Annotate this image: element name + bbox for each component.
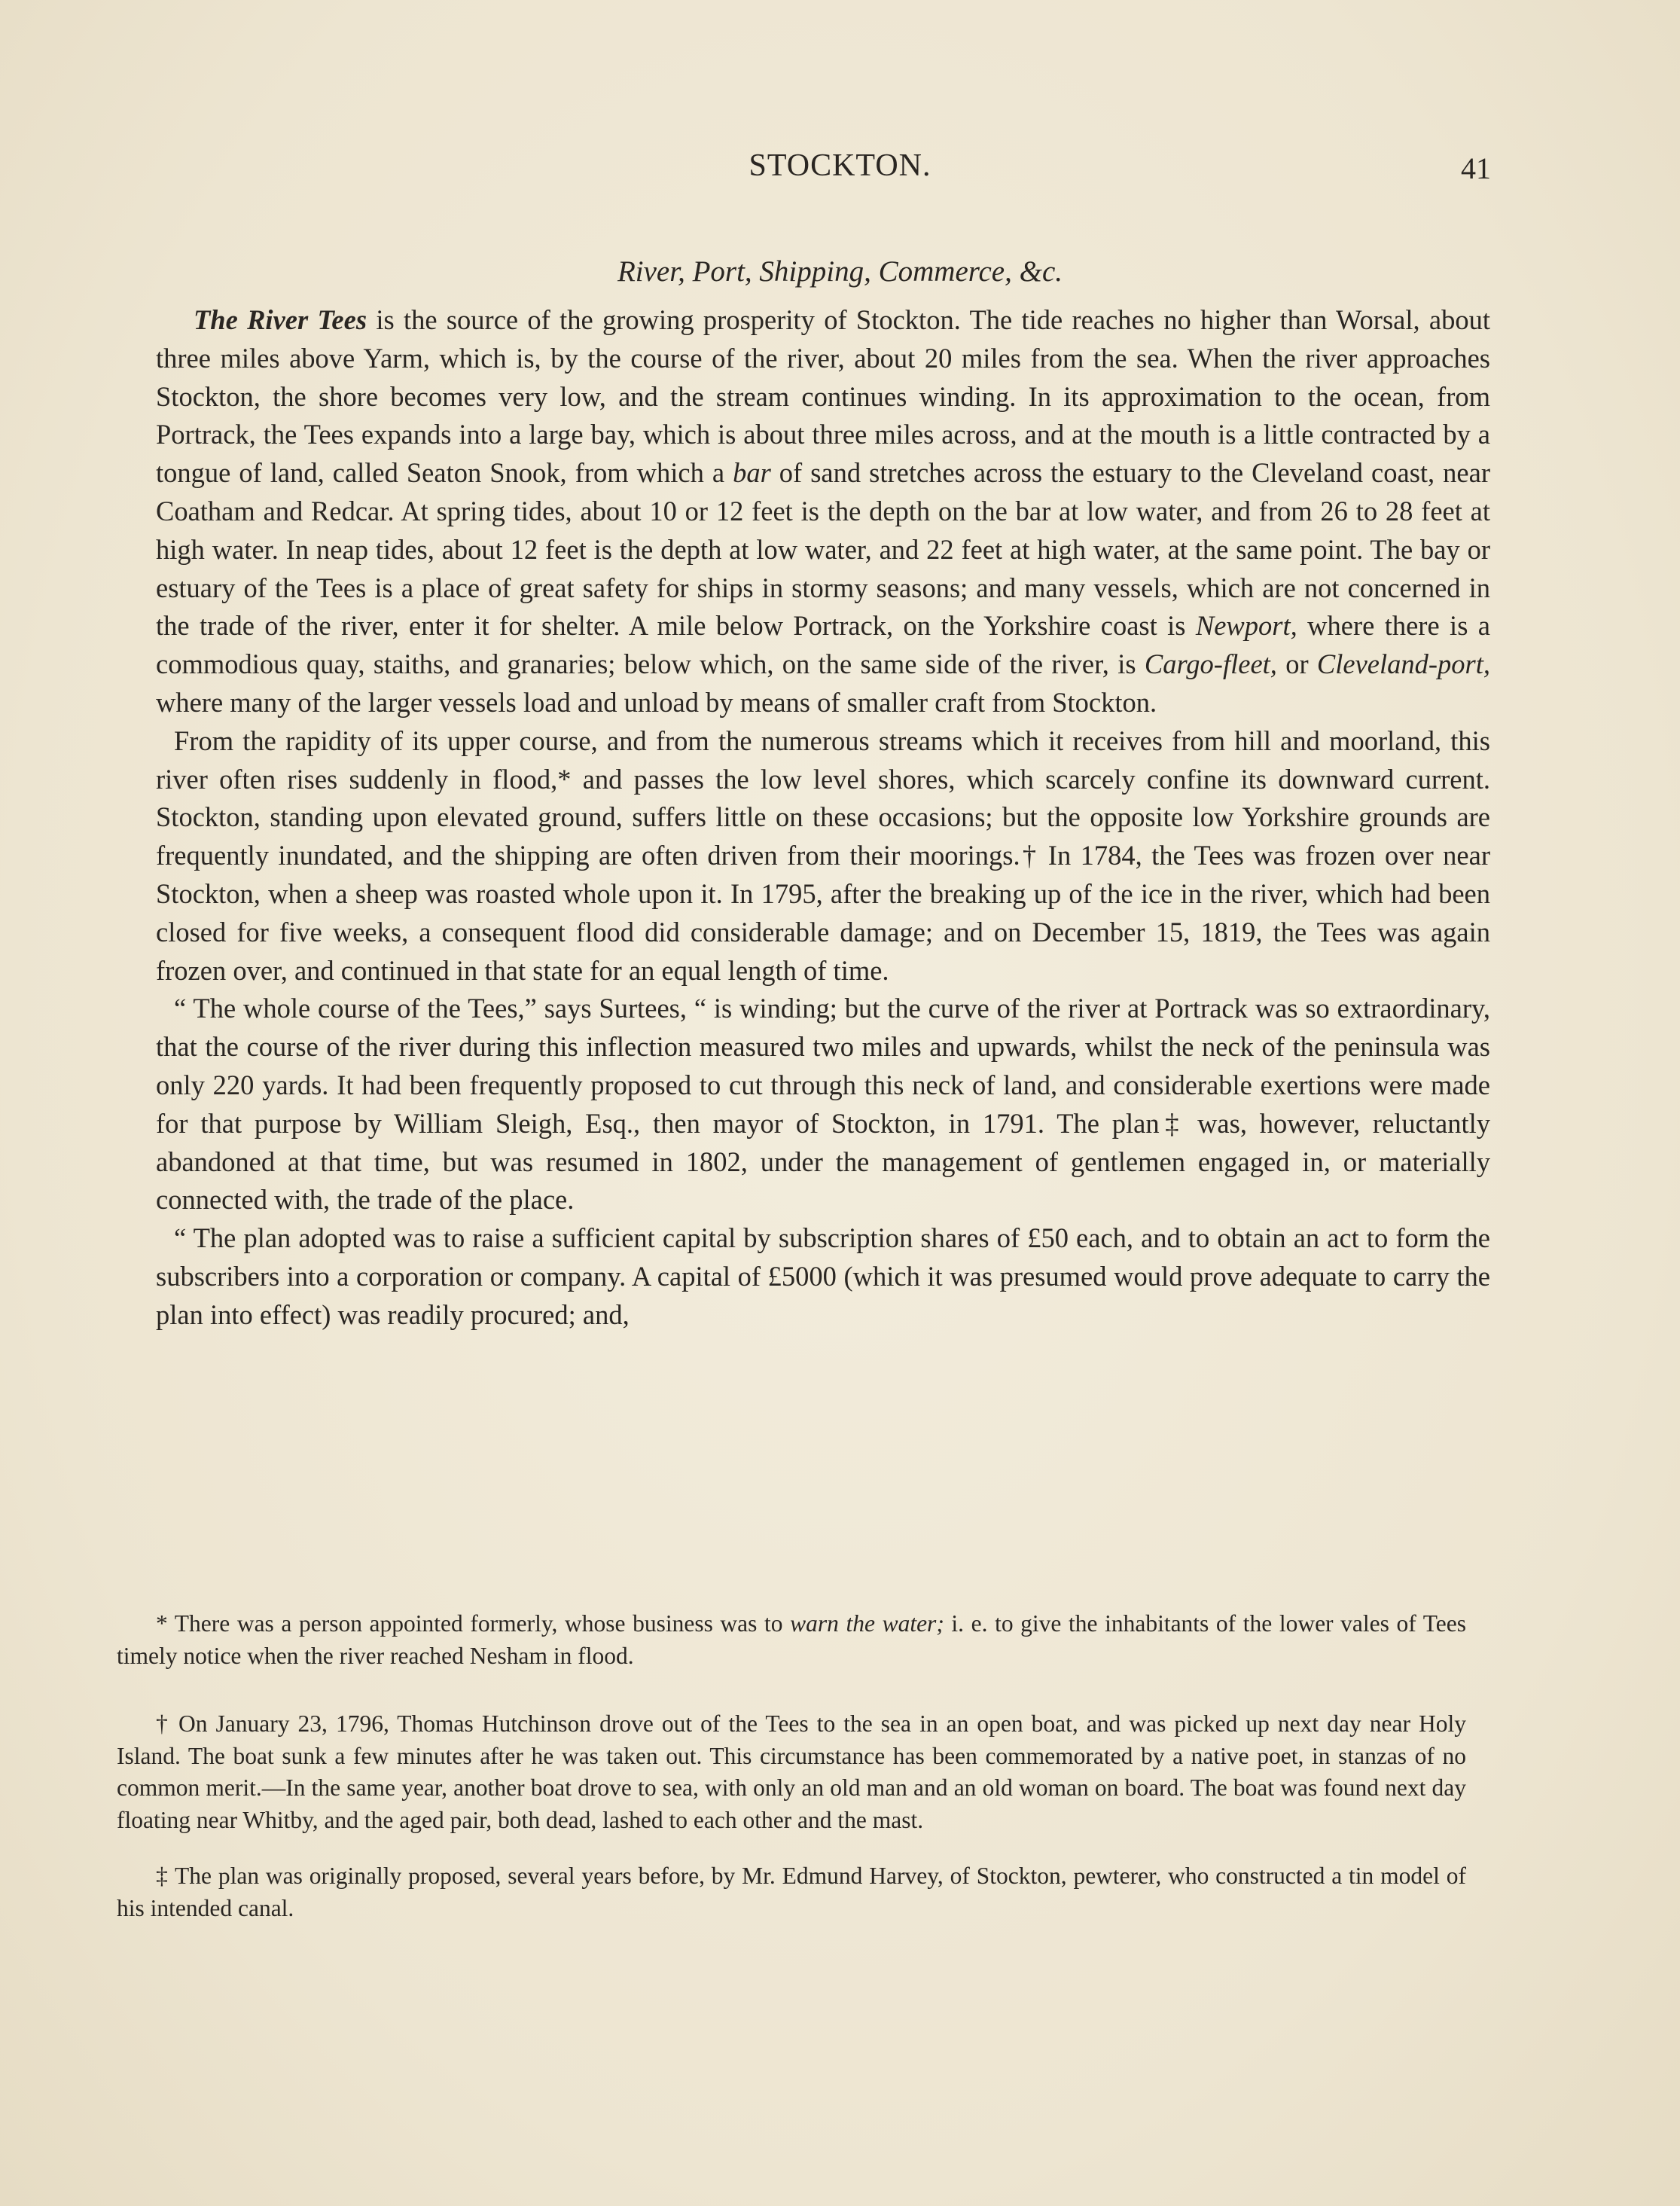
footnote-1-text-a: * There was a person appointed formerly, whose business was to [156, 1610, 791, 1637]
section-title: River, Port, Shipping, Commerce, &c. [617, 255, 1063, 288]
paragraph-2: From the rapidity of its upper course, and from the numerous streams which it receives from hill and moorland, this river often rises suddenly in flood,* and passes the low level shores, which scarcely confine its downward current. Stockton, standing upon elevated ground, suffers little on these occasions; but the opposite low Yorkshire grounds are frequently inundated, and the shipping are often driven from their moorings.† In 1784, the Tees was frozen over near Stockton, when a sheep was roasted whole upon it. In 1795, after the breaking up of the ice in the river, which had been closed for five weeks, a consequent flood did considerable damage; and on December 15, 1819, the Tees was again frozen over, and continued in that state for an equal length of time. [156, 725, 1490, 986]
bar-term: bar [733, 457, 771, 489]
running-head: STOCKTON. [749, 148, 931, 183]
paragraph-1 [156, 301, 1490, 722]
footnote-3: ‡ The plan was originally proposed, several years before, by Mr. Edmund Harvey, of Stockton, pewterer, who constructed a tin model of his intended canal. [117, 1863, 1466, 1921]
warn-the-water-term: warn the water; [790, 1610, 944, 1637]
paragraph-1-text-e: where many of the larger vessels load and unload by means of smaller craft from Stockton. [156, 686, 1157, 718]
page-number: 41 [1461, 151, 1491, 185]
paragraph-4: “ The plan adopted was to raise a sufficient capital by subscription shares of £50 each, and to obtain an act to form the subscribers into a corporation or company. A capital of £5000 (which it was presumed would prove adequate to carry the plan into effect) was readily procured; and, [156, 1222, 1490, 1330]
cargo-fleet-term: Cargo-fleet, [1144, 648, 1277, 680]
footnote-2: † On January 23, 1796, Thomas Hutchinson drove out of the Tees to the sea in an open boat, and was picked up next day near Holy Island. The boat sunk a few minutes after he was taken out. This circumstance has been commemorated by a native poet, in stanzas of no common merit.—In the same year, another boat drove to sea, with only an old man and an old woman on board. The boat was found next day floating near Whitby, and the aged pair, both dead, lashed to each other and the mast. [117, 1710, 1466, 1833]
paragraph-1-text-c: where there is a commodious quay, staiths, and granaries; below which, on the same side of the river, is [156, 610, 1490, 680]
newport-term: Newport, [1195, 610, 1297, 642]
footnote-1-text-b: i. e. to give the inhabitants of the lower vales of Tees timely notice when the river reached Nesham in flood. [117, 1610, 1466, 1669]
footnote-1 [117, 1608, 1466, 1672]
cleveland-port-term: Cleveland-port, [1316, 648, 1491, 680]
paragraph-1-text-a: is the source of the growing prosperity of Stockton. The tide reaches no higher than Worsal, about three miles above Yarm, which is, by the course of the river, about 20 miles from the sea. When the river approaches Stockton, the shore becomes very low, and the stream continues winding. In its approximation to the ocean, from Portrack, the Tees expands into a large bay, which is about three miles across, and at the mouth is a little contracted by a tongue of land, called Seaton Snook, from which a [156, 304, 1491, 489]
footnotes [117, 1608, 1466, 1924]
river-tees-lead: The River Tees [194, 304, 367, 335]
paragraph-1-text-d: or [1276, 648, 1317, 680]
paragraph-3: “ The whole course of the Tees,” says Surtees, “ is winding; but the curve of the river at Portrack was so extraordinary, that the course of the river during this inflection measured two miles and upwards, whilst the neck of the peninsula was only 220 yards. It had been frequently proposed to cut through this neck of land, and considerable exertions were made for that purpose by William Sleigh, Esq., then mayor of Stockton, in 1791. The plan‡ was, however, reluctantly abandoned at that time, but was resumed in 1802, under the management of gentlemen engaged in, or materially connected with, the trade of the place. [156, 993, 1490, 1216]
paragraph-1-text-b: of sand stretches across the estuary to the Cleveland coast, near Coatham and Redcar. At spring tides, about 10 or 12 feet is the depth on the bar at low water, and from 26 to 28 feet at high water. In neap tides, about 12 feet is the depth at low water, and 22 feet at high water, at the same point. The bay or estuary of the Tees is a place of great safety for ships in stormy seasons; and many vessels, which are not concerned in the trade of the river, enter it for shelter. A mile below Portrack, on the Yorkshire coast is [156, 457, 1490, 642]
body-text [156, 301, 1490, 1335]
